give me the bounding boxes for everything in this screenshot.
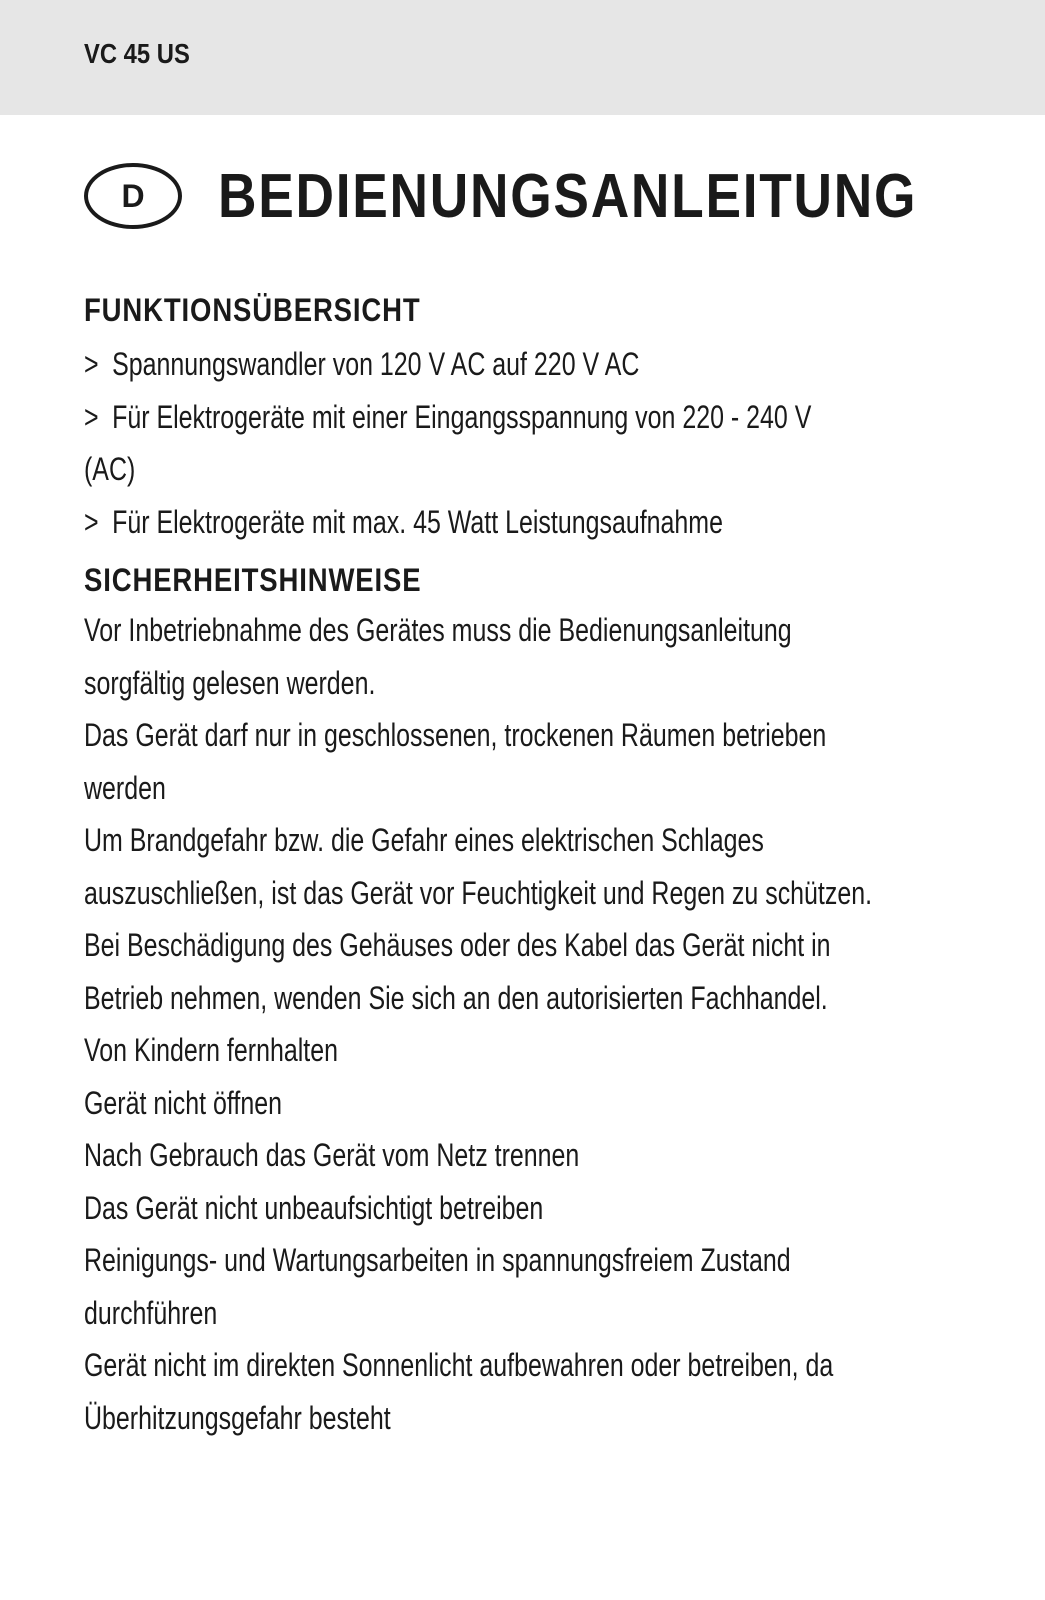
language-badge: D bbox=[84, 163, 182, 229]
title-row bbox=[84, 158, 1031, 234]
overview-line bbox=[84, 391, 812, 444]
safety-line: Das Gerät nicht unbeaufsichtigt betreiben bbox=[84, 1189, 544, 1226]
overview-line bbox=[84, 443, 786, 496]
bullet-marker: > bbox=[84, 398, 99, 435]
safety-line: Das Gerät darf nur in geschlossenen, trockenen Räumen betrieben bbox=[84, 717, 827, 753]
safety-line: Um Brandgefahr bzw. die Gefahr eines elektrischen Schlages bbox=[84, 822, 764, 858]
safety-line: Vor Inbetriebnahme des Gerätes muss die Bedienungsanleitung bbox=[84, 612, 792, 648]
safety-line: Gerät nicht öffnen bbox=[84, 1084, 282, 1121]
safety-line: auszuschließen, ist das Gerät vor Feuchtigkeit und Regen zu schützen. bbox=[84, 874, 873, 911]
safety-line: Überhitzungsgefahr besteht bbox=[84, 1399, 391, 1436]
overview-line-text: Für Elektrogeräte mit einer Eingangsspannung von 220 - 240 V bbox=[112, 398, 812, 435]
safety-line: Gerät nicht im direkten Sonnenlicht aufbewahren oder betreiben, da bbox=[84, 1347, 834, 1383]
safety-heading: SICHERHEITSHINWEISE bbox=[84, 562, 422, 598]
overview-line bbox=[84, 338, 786, 391]
bullet-marker: > bbox=[84, 503, 99, 540]
safety-line: Reinigungs- und Wartungsarbeiten in spannungsfreiem Zustand bbox=[84, 1242, 791, 1278]
safety-line: Von Kindern fernhalten bbox=[84, 1032, 338, 1068]
safety-line: Betrieb nehmen, wenden Sie sich an den autorisierten Fachhandel. bbox=[84, 979, 828, 1016]
safety-line: durchführen bbox=[84, 1294, 218, 1331]
safety-line: Bei Beschädigung des Gehäuses oder des Kabel das Gerät nicht in bbox=[84, 927, 831, 963]
bullet-marker: > bbox=[84, 346, 99, 382]
overview-line-text: Für Elektrogeräte mit max. 45 Watt Leistungsaufnahme bbox=[112, 503, 723, 540]
overview-line-text: Spannungswandler von 120 V AC auf 220 V AC bbox=[112, 346, 640, 382]
safety-section bbox=[84, 560, 984, 1444]
header-band bbox=[0, 0, 1045, 115]
safety-line: sorgfältig gelesen werden. bbox=[84, 664, 376, 701]
safety-line: Nach Gebrauch das Gerät vom Netz trennen bbox=[84, 1137, 580, 1173]
model-number: VC 45 US bbox=[84, 38, 190, 69]
overview-heading: FUNKTIONSÜBERSICHT bbox=[84, 292, 421, 328]
safety-line: werden bbox=[84, 769, 166, 806]
manual-content bbox=[84, 290, 984, 1444]
overview-line-text: (AC) bbox=[84, 451, 136, 487]
overview-line bbox=[84, 496, 786, 549]
page-title: BEDIENUNGSANLEITUNG bbox=[218, 161, 918, 231]
overview-section bbox=[84, 290, 984, 548]
